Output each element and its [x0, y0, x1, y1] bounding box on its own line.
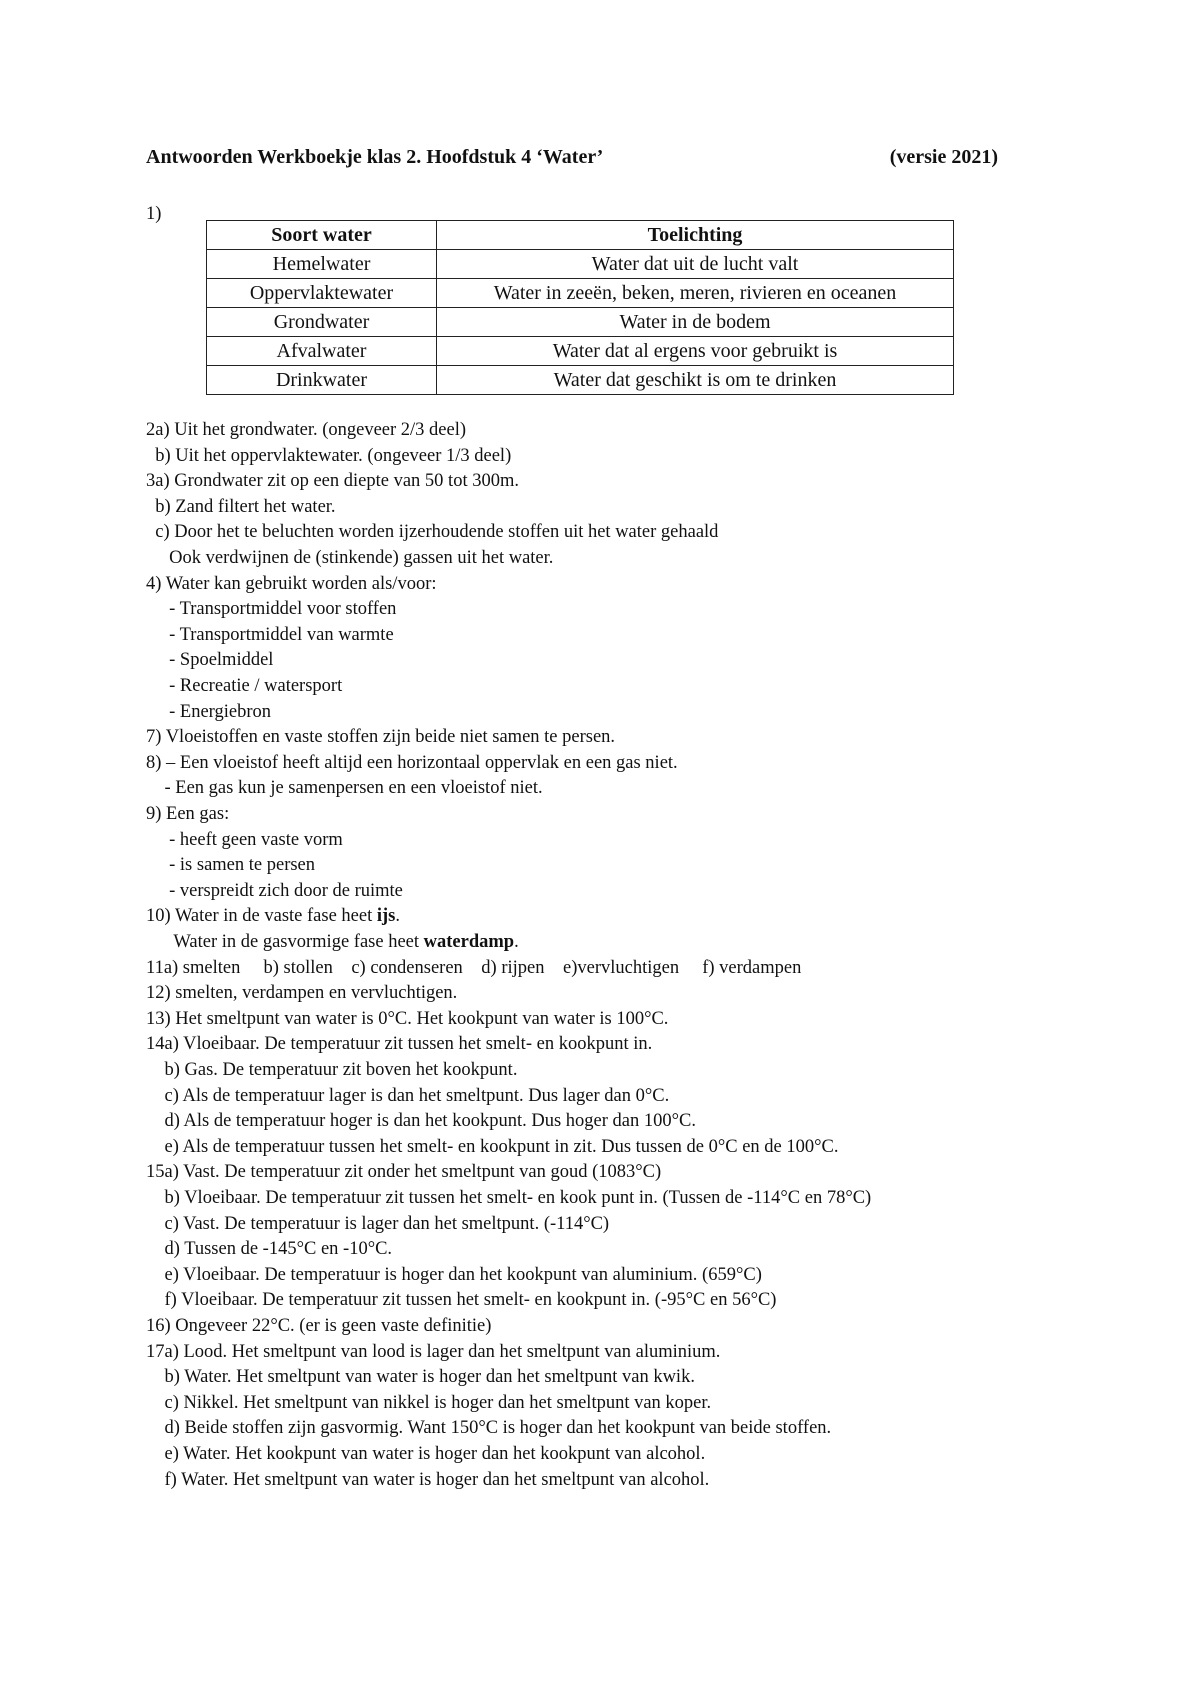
answer-text: - Recreatie / watersport [146, 676, 343, 696]
answer-text: e) Vloeibaar. De temperatuur is hoger dan het kookpunt van aluminium. (659°C) [146, 1264, 762, 1285]
answer-line [146, 1213, 609, 1235]
answer-line [146, 1469, 709, 1491]
answer-line [146, 1033, 652, 1055]
answer-bold-term: ijs [376, 906, 396, 927]
table-cell-type: Grondwater [207, 308, 437, 337]
answer-line [146, 1392, 711, 1414]
answer-text: c) Door het te beluchten worden ijzerhoudende stoffen uit het water gehaald [146, 522, 719, 543]
table-row [207, 279, 954, 308]
answer-line [146, 1187, 871, 1209]
answer-line [146, 982, 457, 1004]
answer-text: b) Gas. De temperatuur zit boven het kookpunt. [146, 1060, 518, 1080]
answer-line [146, 1085, 669, 1107]
answer-text: 9) Een gas: [146, 804, 230, 824]
answer-line [146, 675, 342, 697]
answer-line [146, 419, 466, 441]
table-cell-type: Drinkwater [207, 366, 437, 395]
answer-text: - heeft geen vaste vorm [146, 829, 343, 850]
answer-text: c) Als de temperatuur lager is dan het smeltpunt. Dus lager dan 0°C. [146, 1085, 670, 1106]
answer-text: 4) Water kan gebruikt worden als/voor: [146, 573, 437, 594]
answer-line [146, 470, 519, 492]
answer-line [146, 1136, 839, 1158]
answer-line [146, 752, 678, 774]
table-cell-description: Water dat uit de lucht valt [437, 250, 954, 279]
answer-text: - Energiebron [146, 701, 272, 722]
answer-line [146, 573, 437, 595]
answer-line [146, 496, 336, 518]
answer-text: e) Water. Het kookpunt van water is hoger dan het kookpunt van alcohol. [146, 1444, 706, 1464]
answer-text: 17a) Lood. Het smeltpunt van lood is lager dan het smeltpunt van aluminium. [146, 1341, 721, 1362]
answer-line [146, 445, 511, 467]
table-row [207, 250, 954, 279]
answer-line [146, 624, 394, 646]
answer-line [146, 957, 801, 979]
table-cell-description: Water in de bodem [437, 308, 954, 337]
answer-text: b) Vloeibaar. De temperatuur zit tussen het smelt- en kook punt in. (Tussen de -114°C en 78°C) [146, 1188, 872, 1208]
table-cell-description: Water in zeeën, beken, meren, rivieren en oceanen [437, 279, 954, 308]
answer-text: - is samen te persen [146, 855, 316, 876]
answer-text: b) Water. Het smeltpunt van water is hoger dan het smeltpunt van kwik. [146, 1367, 695, 1388]
answer-line [146, 1110, 696, 1132]
answer-text: - Transportmiddel voor stoffen [146, 599, 397, 620]
answer-text: - verspreidt zich door de ruimte [146, 880, 403, 901]
answer-line [146, 931, 519, 953]
answer-text-tail: . [514, 932, 519, 952]
answer-text: Water in de gasvormige fase heet [146, 932, 424, 952]
answer-text: b) Zand filtert het water. [146, 496, 336, 517]
answer-text: 3a) Grondwater zit op een diepte van 50 tot 300m. [146, 471, 519, 492]
answer-line [146, 880, 403, 902]
answer-text: Ook verdwijnen de (stinkende) gassen uit het water. [146, 548, 554, 568]
answer-line [146, 1417, 831, 1439]
answer-line [146, 547, 553, 569]
answer-line [146, 649, 273, 671]
title-row [146, 146, 998, 169]
table-cell-description: Water dat geschikt is om te drinken [437, 366, 954, 395]
answer-line [146, 1443, 705, 1465]
document-title: Antwoorden Werkboekje klas 2. Hoofdstuk 4 ‘Water’ [146, 146, 604, 168]
answer-text: - Een gas kun je samenpersen en een vloeistof niet. [146, 778, 543, 799]
question-1-label: 1) [146, 204, 162, 224]
answer-line [146, 726, 615, 748]
table-cell-description: Water dat al ergens voor gebruikt is [437, 337, 954, 366]
answer-text: b) Uit het oppervlaktewater. (ongeveer 1/3 deel) [146, 445, 512, 466]
answer-bold-term: waterdamp [423, 932, 515, 952]
answer-text: 12) smelten, verdampen en vervluchtigen. [146, 983, 458, 1004]
answer-line [146, 598, 396, 620]
answer-text: 11a) smelten b) stollen c) condenseren d) rijpen e)vervluchtigen f) verdampen [146, 957, 802, 978]
column-header-toelichting: Toelichting [437, 221, 954, 250]
answer-text: 15a) Vast. De temperatuur zit onder het smeltpunt van goud (1083°C) [146, 1162, 662, 1183]
answer-text: 8) – Een vloeistof heeft altijd een horizontaal oppervlak en een gas niet. [146, 752, 678, 773]
answer-text: 16) Ongeveer 22°C. (er is geen vaste definitie) [146, 1316, 492, 1336]
table-row [207, 366, 954, 395]
answer-line [146, 777, 543, 799]
answer-line [146, 1341, 720, 1363]
answer-line [146, 1238, 392, 1260]
answer-line [146, 1289, 776, 1311]
table-cell-type: Afvalwater [207, 337, 437, 366]
answer-line [146, 1366, 695, 1388]
column-header-soort-water: Soort water [207, 221, 437, 250]
answer-text: d) Beide stoffen zijn gasvormig. Want 150°C is hoger dan het kookpunt van beide stoffen. [146, 1418, 832, 1439]
answer-line [146, 1315, 491, 1337]
table-cell-type: Oppervlaktewater [207, 279, 437, 308]
table-row [207, 308, 954, 337]
answer-text: e) Als de temperatuur tussen het smelt- en kookpunt in zit. Dus tussen de 0°C en de 100°C. [146, 1136, 839, 1157]
answer-text-tail: . [395, 906, 400, 927]
answer-text: f) Vloeibaar. De temperatuur zit tussen het smelt- en kookpunt in. (-95°C en 56°C) [146, 1290, 777, 1311]
answer-line [146, 1008, 668, 1030]
answer-text: 2a) Uit het grondwater. (ongeveer 2/3 deel) [146, 420, 467, 440]
answer-line [146, 803, 229, 825]
answer-line [146, 829, 343, 851]
answer-text: f) Water. Het smeltpunt van water is hoger dan het smeltpunt van alcohol. [146, 1469, 710, 1490]
answer-line [146, 1264, 762, 1286]
answer-line [146, 1161, 661, 1183]
answer-text: d) Tussen de -145°C en -10°C. [146, 1239, 393, 1260]
answer-text: 13) Het smeltpunt van water is 0°C. Het kookpunt van water is 100°C. [146, 1008, 669, 1029]
answer-text: c) Vast. De temperatuur is lager dan het smeltpunt. (-114°C) [146, 1213, 610, 1234]
table-row [207, 337, 954, 366]
answer-text: c) Nikkel. Het smeltpunt van nikkel is hoger dan het smeltpunt van koper. [146, 1392, 712, 1413]
water-types-table [206, 220, 954, 395]
answer-line [146, 854, 315, 876]
answer-line [146, 905, 400, 927]
table-cell-type: Hemelwater [207, 250, 437, 279]
table-header-row [207, 221, 954, 250]
answer-text: - Spoelmiddel [146, 650, 274, 671]
answer-text: 14a) Vloeibaar. De temperatuur zit tussen het smelt- en kookpunt in. [146, 1034, 653, 1055]
answer-text: 10) Water in de vaste fase heet [146, 906, 377, 927]
answer-line [146, 521, 718, 543]
answer-line [146, 701, 271, 723]
version-label: (versie 2021) [889, 146, 998, 168]
answer-line [146, 1059, 517, 1081]
answer-text: 7) Vloeistoffen en vaste stoffen zijn beide niet samen te persen. [146, 727, 616, 748]
answer-text: - Transportmiddel van warmte [146, 624, 394, 645]
answer-text: d) Als de temperatuur hoger is dan het kookpunt. Dus hoger dan 100°C. [146, 1111, 696, 1132]
